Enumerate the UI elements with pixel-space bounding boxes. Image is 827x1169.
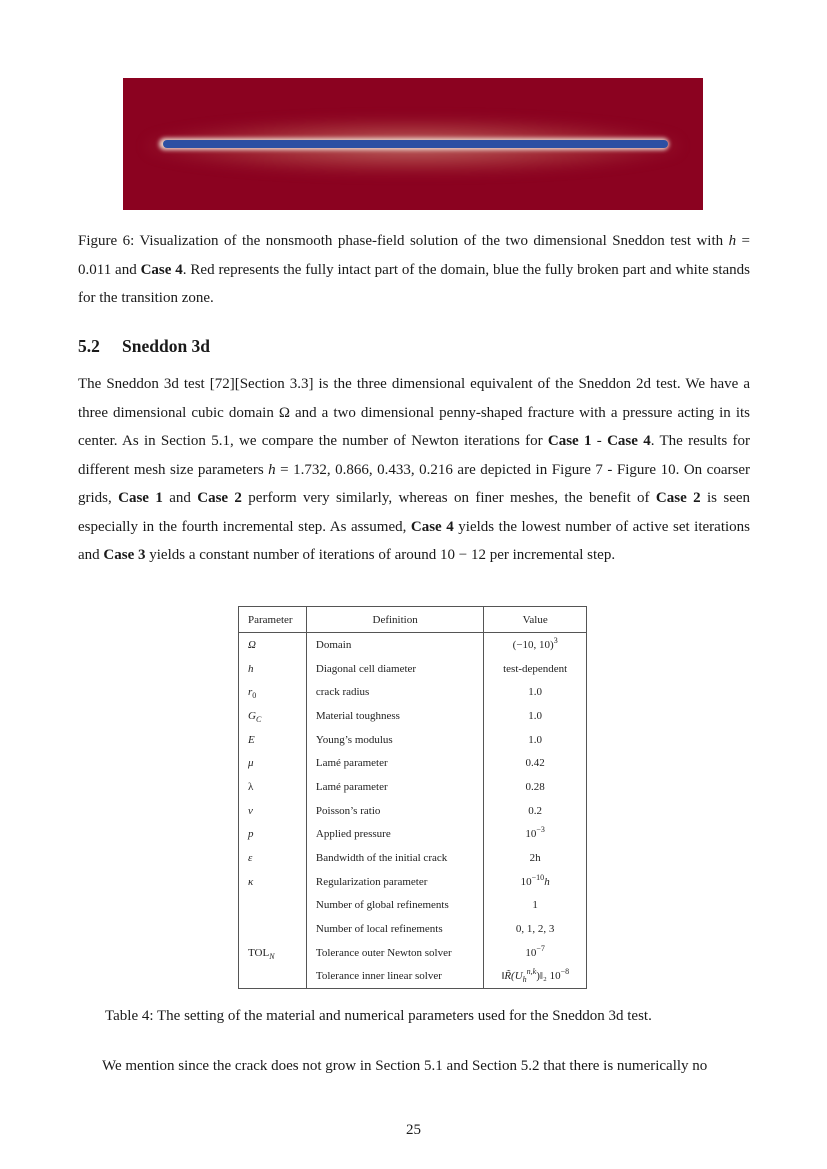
param-symbol: h [248,662,254,675]
text: yields a constant number of iterations of around 10 − 12 per incremental step. [145,547,616,563]
table-row [239,823,587,847]
text: = 1.732, 0.866, 0.433, 0.216 are depicted in Figure 7 - Figure 10. On coarser grids, [78,461,750,506]
table-row [239,799,587,823]
caption-text: = 0.011 and [78,233,750,278]
param-sub: 0 [252,691,257,701]
value: 1 [484,894,587,918]
definition: Lamé parameter [306,751,483,775]
definition: Domain [306,633,483,657]
value-tail: )‖₂ 10 [536,970,561,983]
definition: Tolerance outer Newton solver [306,941,483,965]
definition: Young’s modulus [306,728,483,752]
param [239,799,307,823]
value: 1.0 [484,704,587,728]
param-symbol: E [248,733,255,746]
value-text: 10 [525,828,537,841]
param [239,965,307,989]
param-sub: C [255,714,262,724]
parameter-table [238,606,587,989]
param [239,870,307,894]
figure-caption [78,227,750,313]
value-sup: −8 [560,967,570,977]
text: The Sneddon 3d test [72][Section 3.3] is the three dimensional equivalent of the Sneddon 2d test. We have a three dimensional cubic domain Ω and a two dimensional penny-shaped fracture with a pressure acting in its center. As in Section 5.1, we compare the number of Newton iterations for [78,376,750,449]
param-symbol: p [248,828,254,841]
table-row [239,657,587,681]
definition: Number of global refinements [306,894,483,918]
value [484,941,587,965]
value: 1.0 [484,680,587,704]
param [239,751,307,775]
text: is seen especially in the fourth incremental step. As assumed, [78,490,751,535]
definition: Lamé parameter [306,775,483,799]
table-row [239,633,587,657]
value-text: 10 [525,946,537,959]
value: 2h [484,846,587,870]
param-symbol: Ω [248,638,256,651]
caption-h: h [728,233,737,249]
table-caption: Table 4: The setting of the material and numerical parameters used for the Sneddon 3d test. [105,1008,652,1024]
param-symbol: κ [248,875,254,888]
value [484,870,587,894]
body-paragraph-2: We mention since the crack does not grow in Section 5.1 and Section 5.2 that there is numerically no [102,1058,708,1074]
param-symbol: ε [248,852,253,865]
table-row [239,846,587,870]
value [484,965,587,989]
value: 1.0 [484,728,587,752]
table-header-row [239,607,587,633]
param-symbol: μ [248,757,254,770]
value-sup: 3 [553,635,558,645]
param [239,775,307,799]
param [239,846,307,870]
param [239,680,307,704]
case-ref: Case 1 [118,490,163,506]
section-number: 5.2 [78,336,100,356]
text: perform very similarly, whereas on finer meshes, the benefit of [241,490,656,506]
definition: Material toughness [306,704,483,728]
definition: Bandwidth of the initial crack [306,846,483,870]
value-text: 10 [520,875,532,888]
table-row [239,870,587,894]
param [239,633,307,657]
value: 0.28 [484,775,587,799]
crack-band [163,140,668,148]
param [239,894,307,918]
definition: Diagonal cell diameter [306,657,483,681]
table-row [239,775,587,799]
value: 0, 1, 2, 3 [484,917,587,941]
param-symbol: λ [248,780,254,793]
param [239,728,307,752]
caption-text: . Red represents the fully intact part of the domain, blue the fully broken part and white stands for the transition zone. [78,261,751,306]
table-row [239,941,587,965]
case-ref: Case 1 [547,433,592,449]
definition: Regularization parameter [306,870,483,894]
param-symbol: TOL [248,946,270,959]
value-text: ‖R̃(U [501,970,523,983]
table-row [239,680,587,704]
table-row [239,751,587,775]
param-sub: N [269,951,275,961]
header-definition: Definition [306,607,483,633]
value: 0.42 [484,751,587,775]
table-row [239,894,587,918]
case-ref: Case 4 [607,433,651,449]
definition: Poisson’s ratio [306,799,483,823]
text: . The results for different mesh size parameters [78,433,751,478]
figure-6-phase-field [123,78,703,210]
body-paragraph [78,370,750,570]
value-sub: h [522,975,527,985]
value [484,633,587,657]
param [239,823,307,847]
case-ref: Case 2 [197,490,242,506]
definition: crack radius [306,680,483,704]
table-row [239,728,587,752]
param-symbol: r [248,686,253,699]
caption-case: Case 4 [140,261,183,278]
value [484,823,587,847]
case-ref: Case 2 [655,490,701,506]
case-ref: Case 4 [410,518,454,535]
definition: Applied pressure [306,823,483,847]
param [239,941,307,965]
text: - [591,433,608,449]
page-number: 25 [406,1122,421,1138]
value-sup: −10 [531,872,545,882]
param [239,704,307,728]
caption-text: Figure 6: Visualization of the nonsmooth phase-field solution of the two dimensional Sneddon test with [78,233,729,249]
text: yields the lowest number of active set iterations and [78,518,750,563]
definition: Tolerance inner linear solver [306,965,483,989]
value-tail: h [544,875,550,888]
value-sup: −3 [536,825,545,835]
section-title: Sneddon 3d [122,336,211,356]
value-sup: −7 [536,943,545,953]
header-value: Value [484,607,587,633]
case-ref: Case 3 [103,547,146,563]
value: 0.2 [484,799,587,823]
value-sup: n,k [526,967,537,977]
value: test-dependent [484,657,587,681]
h-var: h [268,461,276,478]
table-row [239,704,587,728]
param [239,657,307,681]
param-symbol: ν [248,804,253,817]
text: and [162,490,198,506]
definition: Number of local refinements [306,917,483,941]
value-text: (−10, 10) [512,638,554,651]
table-row [239,965,587,989]
param-symbol: G [248,709,256,722]
table-row [239,917,587,941]
section-heading [78,336,210,357]
header-parameter: Parameter [239,607,307,633]
param [239,917,307,941]
